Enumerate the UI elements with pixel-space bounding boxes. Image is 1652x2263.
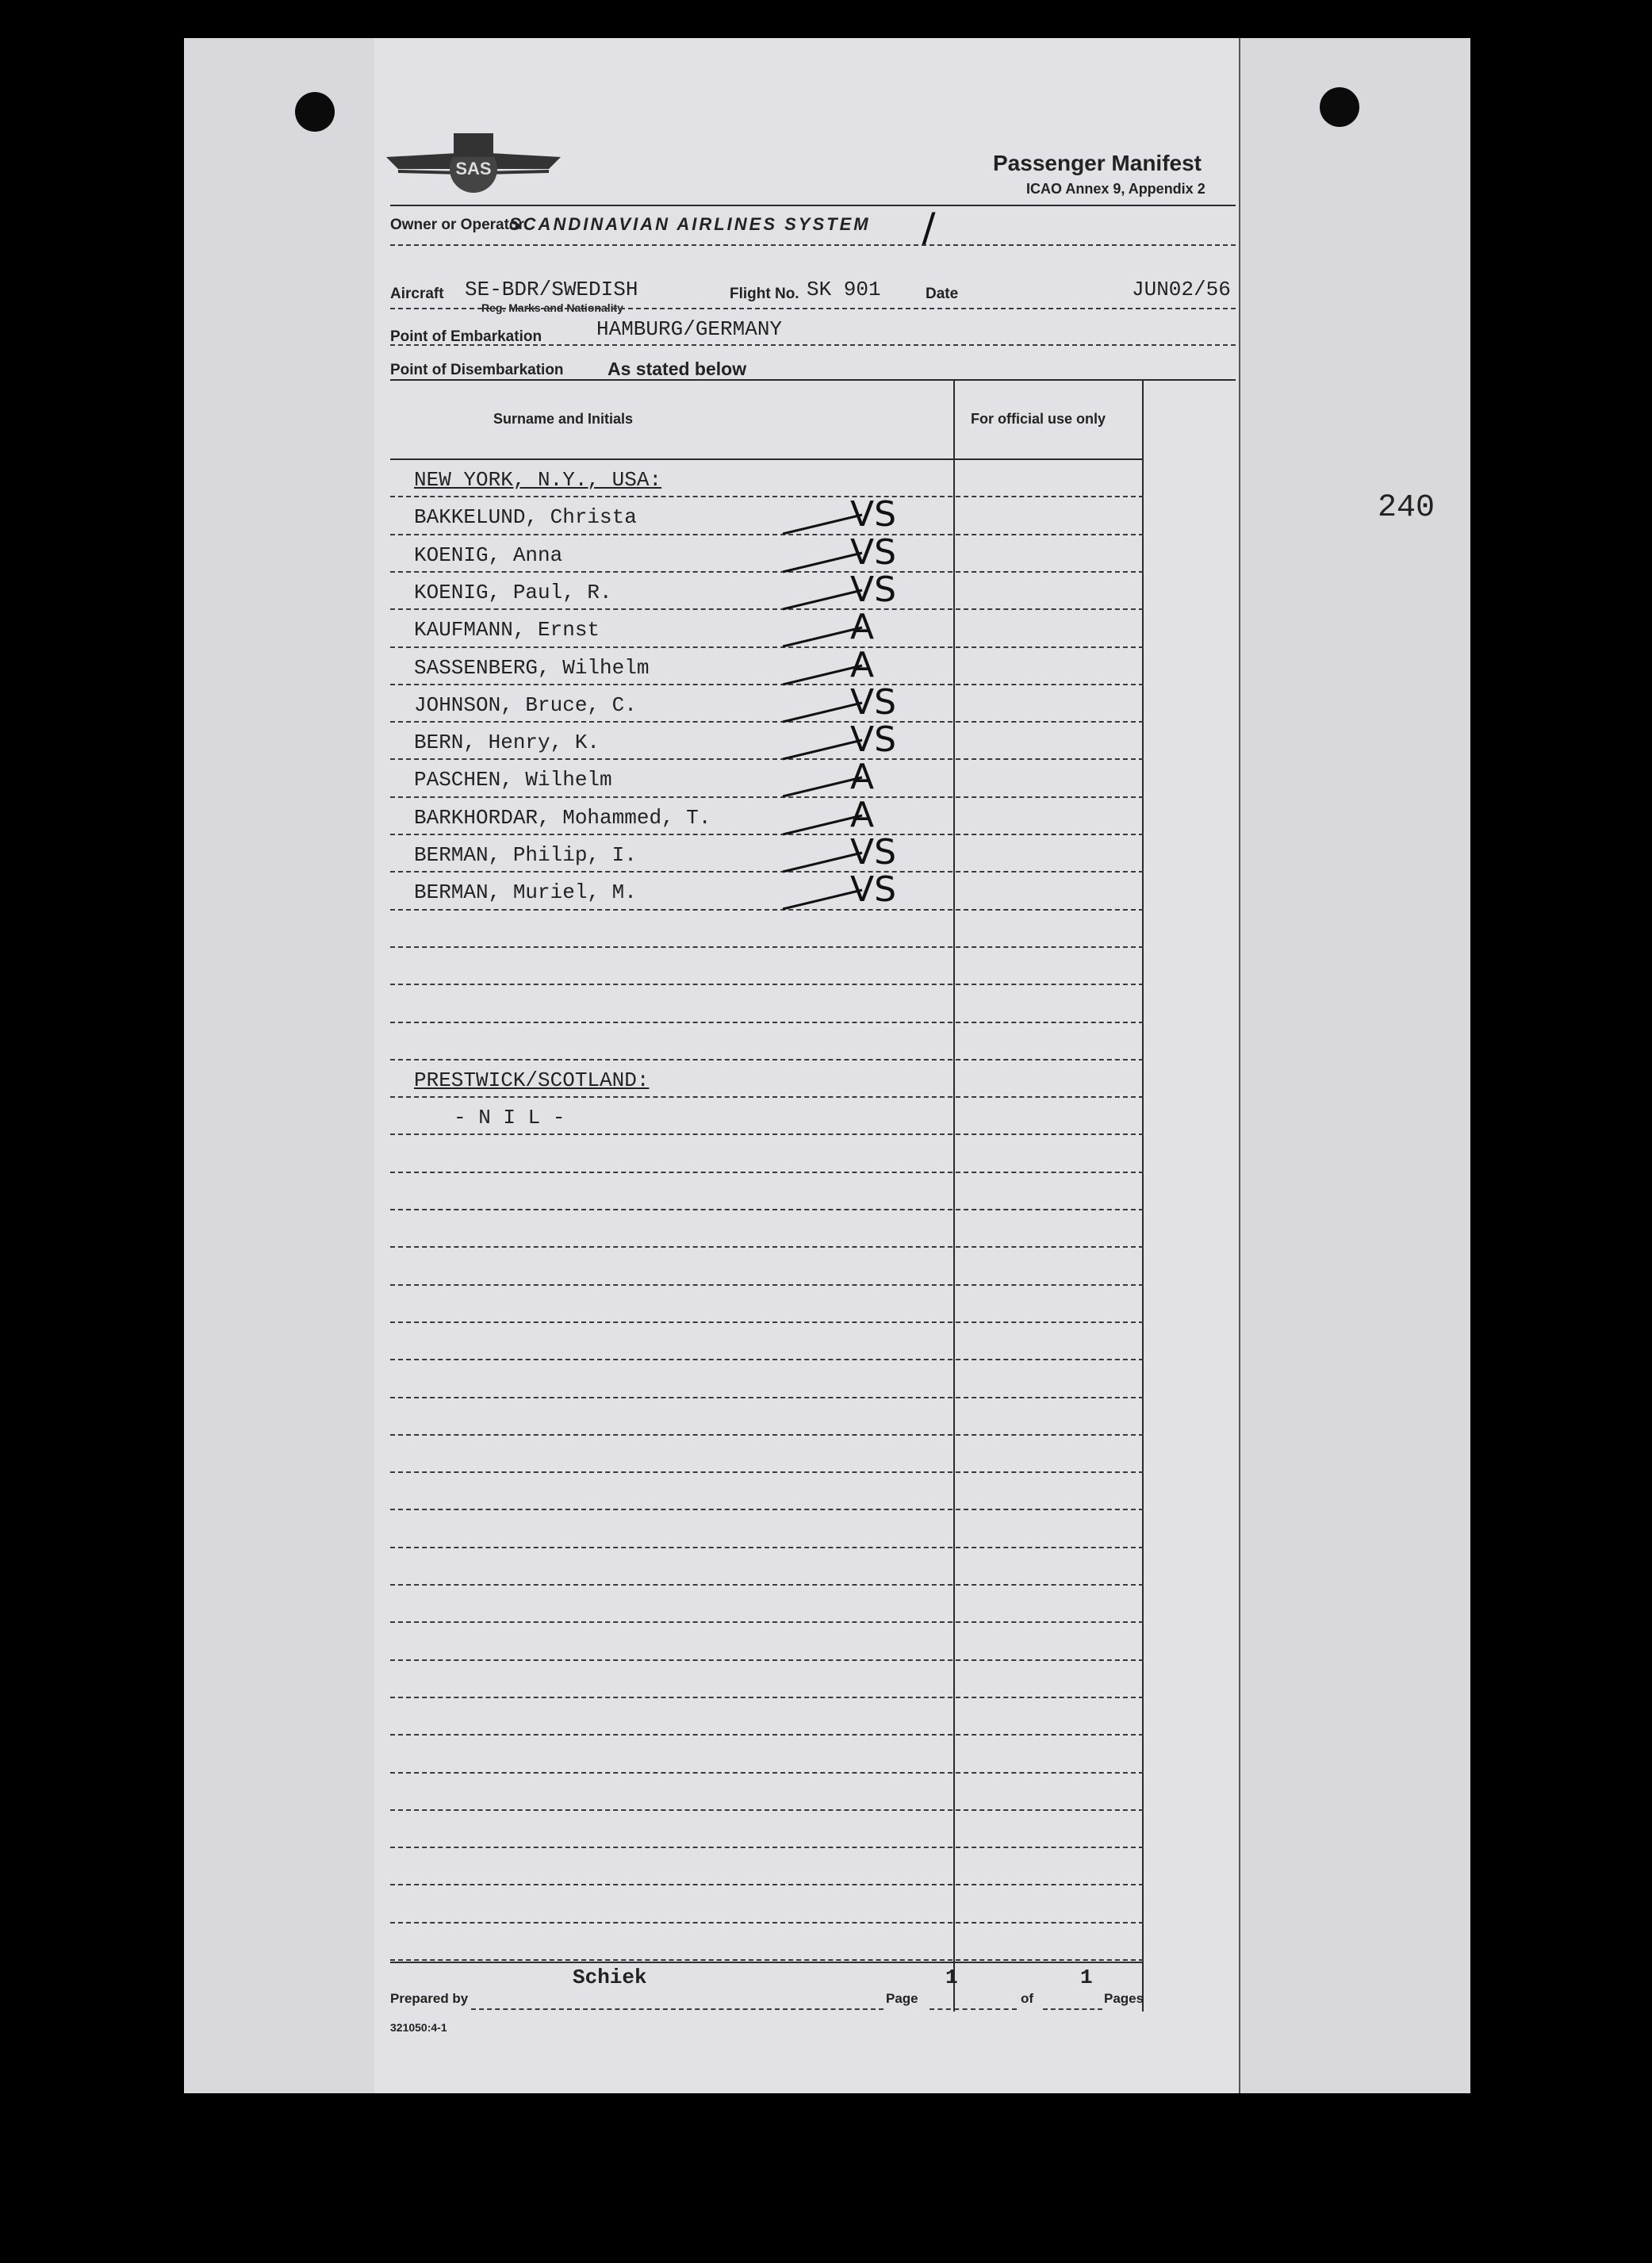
row-rule — [390, 1096, 1144, 1098]
row-rule — [390, 1959, 1144, 1961]
row-rule — [390, 1397, 1144, 1398]
svg-text:SAS: SAS — [455, 159, 492, 178]
destination-heading: PRESTWICK/SCOTLAND: — [414, 1068, 650, 1092]
official-mark: VS — [850, 570, 897, 610]
disembarkation-label: Point of Disembarkation — [390, 362, 564, 378]
passenger-name: KOENIG, Paul, R. — [414, 581, 612, 604]
page-count: 1 — [1080, 1966, 1093, 1989]
passenger-name: - N I L - — [454, 1106, 565, 1130]
row-rule — [390, 608, 1144, 610]
row-rule — [390, 1697, 1144, 1698]
row-rule — [390, 1172, 1144, 1173]
row-rule — [390, 1471, 1144, 1473]
manifest-sheet — [184, 38, 1470, 2093]
names-column-header: Surname and Initials — [493, 411, 634, 427]
operator-value: SCANDINAVIAN AIRLINES SYSTEM — [509, 214, 871, 234]
row-rule — [390, 1209, 1144, 1210]
aircraft-label: Aircraft — [390, 286, 444, 302]
row-rule — [390, 1547, 1144, 1548]
passenger-name: BERMAN, Philip, I. — [414, 843, 637, 867]
row-rule — [390, 721, 1144, 723]
row-rule — [390, 571, 1144, 573]
passenger-name: KAUFMANN, Ernst — [414, 618, 600, 642]
official-mark: VS — [850, 532, 897, 573]
row-rule — [390, 1246, 1144, 1248]
passenger-name: JOHNSON, Bruce, C. — [414, 693, 637, 717]
row-rule — [390, 1734, 1144, 1736]
passenger-name: PASCHEN, Wilhelm — [414, 768, 612, 792]
row-rule — [390, 984, 1144, 985]
passenger-name: SASSENBERG, Wilhelm — [414, 656, 650, 680]
punch-hole — [1320, 87, 1359, 127]
row-rule — [390, 796, 1144, 798]
row-rule — [390, 1133, 1144, 1135]
aircraft-value: SE-BDR/SWEDISH — [465, 278, 638, 301]
operator-mark: / — [922, 205, 936, 252]
date-label: Date — [926, 286, 959, 302]
passenger-name: BARKHORDAR, Mohammed, T. — [414, 806, 711, 830]
page-number: 1 — [945, 1966, 958, 1989]
passenger-name: BAKKELUND, Christa — [414, 505, 637, 529]
manifest-form — [374, 38, 1240, 2093]
stamp-number: 240 — [1378, 490, 1435, 526]
pages-label: Pages — [1104, 1991, 1144, 2006]
row-rule — [390, 1922, 1144, 1924]
row-rule — [390, 1359, 1144, 1360]
row-rule — [390, 496, 1144, 497]
row-rule — [390, 1847, 1144, 1848]
row-rule — [390, 834, 1144, 835]
row-rule — [390, 1809, 1144, 1811]
prepared-by-label: Prepared by — [390, 1991, 469, 2006]
punch-hole — [295, 92, 335, 132]
operator-label: Owner or Operator — [390, 217, 524, 233]
row-rule — [390, 1321, 1144, 1323]
form-subtitle: ICAO Annex 9, Appendix 2 — [1026, 181, 1205, 197]
row-rule — [390, 909, 1144, 911]
official-mark: VS — [850, 719, 897, 760]
official-mark: A — [850, 757, 875, 797]
of-label: of — [1021, 1991, 1034, 2006]
row-rule — [390, 1884, 1144, 1885]
form-code: 321050:4-1 — [390, 2021, 447, 2034]
official-mark: VS — [850, 682, 897, 723]
row-rule — [390, 1659, 1144, 1661]
row-rule — [390, 1772, 1144, 1774]
row-rule — [390, 684, 1144, 685]
row-rule — [390, 946, 1144, 948]
destination-heading: NEW YORK, N.Y., USA: — [414, 468, 662, 492]
airline-logo — [382, 125, 565, 213]
official-mark: A — [850, 607, 875, 647]
row-rule — [390, 1022, 1144, 1023]
flight-label: Flight No. — [730, 286, 799, 302]
row-rule — [390, 1284, 1144, 1286]
passenger-name: BERN, Henry, K. — [414, 731, 600, 754]
row-rule — [390, 1509, 1144, 1510]
row-rule — [390, 646, 1144, 648]
aircraft-sublabel: Reg. Marks and Nationality — [481, 301, 623, 314]
page-label: Page — [886, 1991, 918, 2006]
row-rule — [390, 871, 1144, 873]
embarkation-value: HAMBURG/GERMANY — [596, 317, 783, 341]
prepared-by-name: Schiek — [573, 1966, 647, 1989]
official-mark: A — [850, 645, 875, 685]
embarkation-label: Point of Embarkation — [390, 328, 542, 345]
official-mark: VS — [850, 869, 897, 910]
passenger-name: KOENIG, Anna — [414, 543, 563, 567]
official-column-header: For official use only — [971, 411, 1106, 427]
date-value: JUN02/56 — [1132, 278, 1231, 301]
row-rule — [390, 1584, 1144, 1586]
row-rule — [390, 534, 1144, 535]
official-mark: VS — [850, 494, 897, 535]
row-rule — [390, 1621, 1144, 1623]
official-mark: A — [850, 795, 875, 835]
passenger-name: BERMAN, Muriel, M. — [414, 880, 637, 904]
official-mark: VS — [850, 832, 897, 873]
flight-value: SK 901 — [807, 278, 881, 301]
form-title: Passenger Manifest — [993, 151, 1202, 175]
row-rule — [390, 1059, 1144, 1061]
row-rule — [390, 1434, 1144, 1436]
row-rule — [390, 758, 1144, 760]
disembarkation-value: As stated below — [608, 359, 747, 379]
